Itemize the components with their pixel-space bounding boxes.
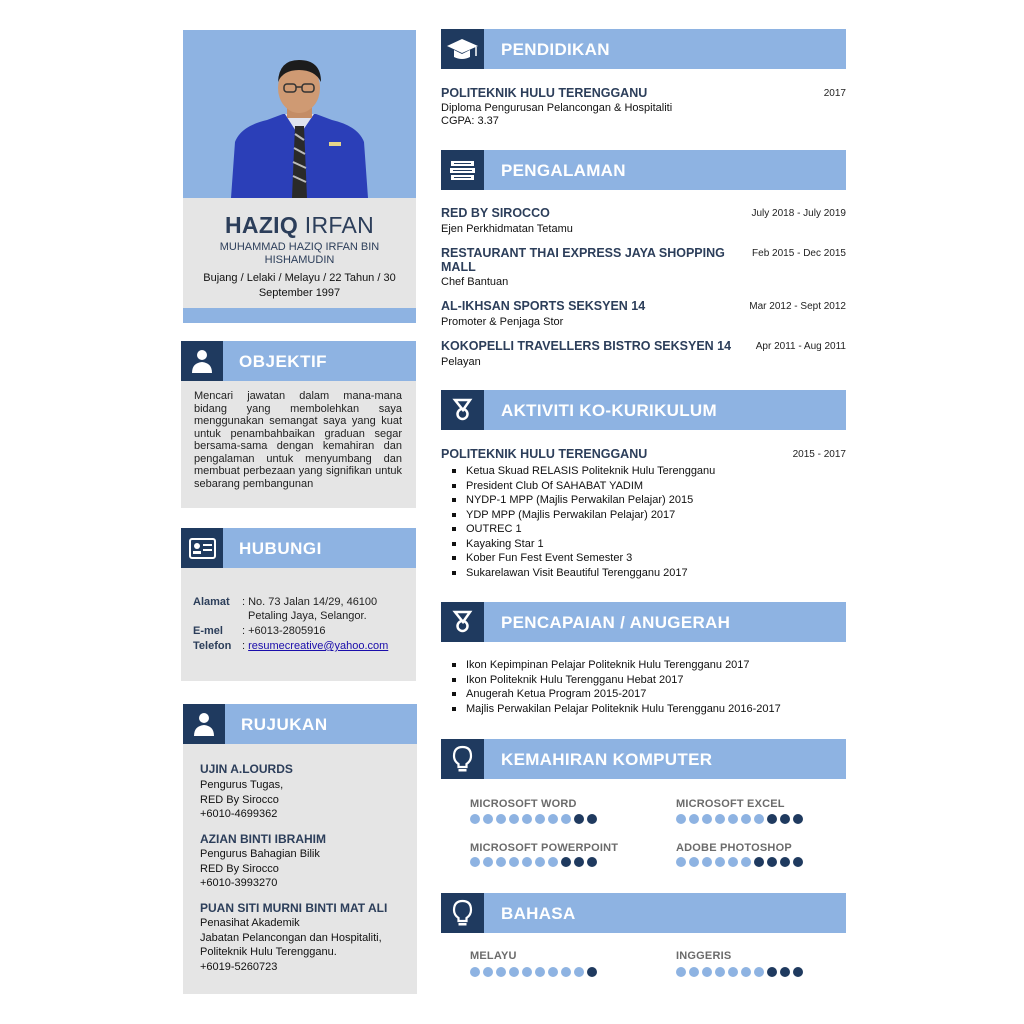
pendidikan-org: POLITEKNIK HULU TERENGGANU — [441, 86, 648, 100]
telefon-label: Telefon — [193, 640, 232, 652]
rating-dot-empty — [574, 857, 584, 867]
skill-rating — [676, 857, 803, 867]
rujukan-title: RUJUKAN — [241, 715, 328, 734]
rating-dot-empty — [780, 857, 790, 867]
kokurikulum-list — [452, 464, 715, 580]
ref-line: Pengurus Tugas, — [200, 779, 284, 791]
rating-dot-filled — [754, 814, 764, 824]
pencapaian-list — [452, 658, 781, 716]
name-card — [183, 198, 416, 308]
rating-dot-filled — [676, 857, 686, 867]
emel-label: E-mel — [193, 625, 223, 637]
rating-dot-filled — [561, 967, 571, 977]
last-name: IRFAN — [304, 212, 374, 238]
rating-dot-filled — [689, 814, 699, 824]
ref-name-2: AZIAN BINTI IBRAHIM — [200, 832, 326, 846]
language-name: MELAYU — [470, 950, 517, 962]
profile-photo — [183, 30, 416, 198]
lightbulb-icon — [441, 739, 484, 779]
rating-dot-filled — [741, 967, 751, 977]
list-item: Kayaking Star 1 — [452, 537, 715, 552]
rating-dot-empty — [587, 814, 597, 824]
rating-dot-empty — [767, 814, 777, 824]
pendidikan-header — [441, 29, 846, 69]
trophy-icon — [441, 602, 484, 642]
rating-dot-filled — [548, 814, 558, 824]
rating-dot-empty — [561, 857, 571, 867]
list-item: Sukarelawan Visit Beautiful Terengganu 2017 — [452, 566, 715, 581]
pengalaman-title: PENGALAMAN — [501, 161, 626, 180]
rating-dot-filled — [483, 967, 493, 977]
list-item: OUTREC 1 — [452, 522, 715, 537]
rating-dot-filled — [728, 967, 738, 977]
rating-dot-filled — [548, 967, 558, 977]
rating-dot-filled — [509, 967, 519, 977]
pengalaman-header — [441, 150, 846, 190]
rating-dot-empty — [793, 814, 803, 824]
rating-dot-empty — [793, 967, 803, 977]
language-rating — [676, 967, 803, 977]
contact-card-icon — [181, 528, 223, 568]
rating-dot-filled — [470, 967, 480, 977]
hubungi-title: HUBUNGI — [239, 539, 322, 558]
kemahiran-title: KEMAHIRAN KOMPUTER — [501, 750, 713, 769]
rating-dot-filled — [561, 814, 571, 824]
rating-dot-filled — [715, 814, 725, 824]
job-role: Pelayan — [441, 356, 481, 368]
rating-dot-empty — [767, 967, 777, 977]
rating-dot-empty — [793, 857, 803, 867]
person-icon — [181, 341, 223, 381]
rating-dot-filled — [496, 814, 506, 824]
rating-dot-empty — [780, 967, 790, 977]
pencapaian-title: PENCAPAIAN / ANUGERAH — [501, 613, 731, 632]
alamat-value: : No. 73 Jalan 14/29, 46100 — [242, 596, 378, 608]
rating-dot-filled — [509, 857, 519, 867]
objektif-title: OBJEKTIF — [239, 352, 328, 371]
ref-line: Politeknik Hulu Terengganu. — [200, 946, 337, 958]
rating-dot-filled — [548, 857, 558, 867]
rating-dot-filled — [715, 857, 725, 867]
rating-dot-filled — [689, 857, 699, 867]
rating-dot-filled — [676, 967, 686, 977]
rating-dot-filled — [522, 814, 532, 824]
graduation-cap-icon — [441, 29, 484, 69]
person-name — [183, 212, 416, 239]
kokurikulum-header — [441, 390, 846, 430]
bahasa-header — [441, 893, 846, 933]
skill-name: MICROSOFT POWERPOINT — [470, 842, 619, 854]
ref-line: Jabatan Pelancongan dan Hospitaliti, — [200, 932, 382, 944]
list-item: Ikon Kepimpinan Pelajar Politeknik Hulu Terengganu 2017 — [452, 658, 781, 673]
rating-dot-filled — [509, 814, 519, 824]
list-item: NYDP-1 MPP (Majlis Perwakilan Pelajar) 2015 — [452, 493, 715, 508]
emel-value: : +6013-2805916 — [242, 625, 326, 637]
list-item: Anugerah Ketua Program 2015-2017 — [452, 687, 781, 702]
language-name: INGGERIS — [676, 950, 732, 962]
job-role: Ejen Perkhidmatan Tetamu — [441, 223, 573, 235]
list-item: YDP MPP (Majlis Perwakilan Pelajar) 2017 — [452, 508, 715, 523]
rating-dot-empty — [574, 814, 584, 824]
list-item: Ikon Politeknik Hulu Terengganu Hebat 2017 — [452, 673, 781, 688]
language-rating — [470, 967, 597, 977]
ref-line: RED By Sirocco — [200, 863, 279, 875]
books-icon — [441, 150, 484, 190]
rating-dot-filled — [715, 967, 725, 977]
skill-rating — [676, 814, 803, 824]
rating-dot-filled — [470, 857, 480, 867]
list-item: President Club Of SAHABAT YADIM — [452, 479, 715, 494]
rating-dot-empty — [587, 967, 597, 977]
hubungi-header — [181, 528, 416, 568]
job-org: AL-IKHSAN SPORTS SEKSYEN 14 — [441, 299, 646, 313]
rating-dot-filled — [741, 857, 751, 867]
rating-dot-filled — [522, 967, 532, 977]
rating-dot-filled — [702, 857, 712, 867]
first-name: HAZIQ — [225, 212, 299, 238]
kokurikulum-org: POLITEKNIK HULU TERENGGANU — [441, 447, 648, 461]
skill-name: ADOBE PHOTOSHOP — [676, 842, 792, 854]
telefon-value — [242, 640, 388, 652]
objektif-text: Mencari jawatan dalam mana-mana bidang yang membolehkan saya menggunakan semangat saya yang kuat untuk penambahbaikan graduan segar bersama-sama dengan kemahiran dan pengalaman untuk menyumbang dan membuat perbezaan yang signifikan untuk sebarang pembangunan — [194, 390, 402, 490]
job-org-line2: MALL — [441, 260, 476, 274]
pendidikan-title: PENDIDIKAN — [501, 40, 610, 59]
job-org: KOKOPELLI TRAVELLERS BISTRO SEKSYEN 14 — [441, 339, 732, 353]
rating-dot-filled — [754, 967, 764, 977]
person-photo-icon — [183, 30, 416, 198]
ref-line: Penasihat Akademik — [200, 917, 300, 929]
pencapaian-header — [441, 602, 846, 642]
personal-info: Bujang / Lelaki / Melayu / 22 Tahun / 30 September 1997 — [203, 272, 396, 299]
kokurikulum-title: AKTIVITI KO-KURIKULUM — [501, 401, 717, 420]
job-org: RESTAURANT THAI EXPRESS JAYA SHOPPING — [441, 246, 725, 260]
rating-dot-empty — [587, 857, 597, 867]
job-date: Mar 2012 - Sept 2012 — [749, 301, 846, 312]
rating-dot-filled — [728, 814, 738, 824]
rating-dot-filled — [496, 967, 506, 977]
ref-line: +6010-3993270 — [200, 877, 278, 889]
skill-rating — [470, 814, 597, 824]
lightbulb-icon — [441, 893, 484, 933]
bahasa-title: BAHASA — [501, 904, 576, 923]
job-org: RED BY SIROCCO — [441, 206, 550, 220]
rating-dot-filled — [741, 814, 751, 824]
rating-dot-filled — [483, 857, 493, 867]
rating-dot-filled — [535, 857, 545, 867]
rating-dot-filled — [535, 814, 545, 824]
rating-dot-filled — [728, 857, 738, 867]
alamat-value-line2: Petaling Jaya, Selangor. — [248, 610, 367, 622]
skill-name: MICROSOFT EXCEL — [676, 798, 785, 810]
rating-dot-filled — [689, 967, 699, 977]
job-date: Apr 2011 - Aug 2011 — [755, 341, 846, 352]
list-item: Ketua Skuad RELASIS Politeknik Hulu Terengganu — [452, 464, 715, 479]
rujukan-header — [183, 704, 417, 744]
list-item: Kober Fun Fest Event Semester 3 — [452, 551, 715, 566]
pendidikan-line: CGPA: 3.37 — [441, 115, 499, 127]
alamat-label: Alamat — [193, 596, 230, 608]
objektif-header — [181, 341, 416, 381]
rating-dot-empty — [780, 814, 790, 824]
ref-name-1: UJIN A.LOURDS — [200, 762, 293, 776]
person-icon — [183, 704, 225, 744]
telefon-prefix: : — [242, 640, 249, 652]
kokurikulum-date: 2015 - 2017 — [792, 449, 846, 460]
pendidikan-line: Diploma Pengurusan Pelancongan & Hospitaliti — [441, 102, 673, 114]
rating-dot-filled — [496, 857, 506, 867]
job-role: Promoter & Penjaga Stor — [441, 316, 564, 328]
rating-dot-filled — [702, 967, 712, 977]
list-item: Majlis Perwakilan Pelajar Politeknik Hulu Terengganu 2016-2017 — [452, 702, 781, 717]
job-date: July 2018 - July 2019 — [751, 208, 846, 219]
rating-dot-filled — [522, 857, 532, 867]
skill-name: MICROSOFT WORD — [470, 798, 577, 810]
ref-line: RED By Sirocco — [200, 794, 279, 806]
job-date: Feb 2015 - Dec 2015 — [752, 248, 846, 259]
ref-line: Pengurus Bahagian Bilik — [200, 848, 320, 860]
job-role: Chef Bantuan — [441, 276, 509, 288]
skill-rating — [470, 857, 597, 867]
ref-line: +6019-5260723 — [200, 961, 278, 973]
rating-dot-empty — [767, 857, 777, 867]
rating-dot-filled — [535, 967, 545, 977]
full-name: MUHAMMAD HAZIQ IRFAN BIN HISHAMUDIN — [219, 241, 380, 266]
rating-dot-filled — [676, 814, 686, 824]
pendidikan-date: 2017 — [823, 88, 846, 99]
rating-dot-filled — [483, 814, 493, 824]
rating-dot-filled — [574, 967, 584, 977]
ref-line: +6010-4699362 — [200, 808, 278, 820]
rating-dot-filled — [702, 814, 712, 824]
trophy-icon — [441, 390, 484, 430]
rating-dot-filled — [470, 814, 480, 824]
rating-dot-empty — [754, 857, 764, 867]
email-link[interactable]: resumecreative@yahoo.com — [248, 640, 389, 652]
ref-name-3: PUAN SITI MURNI BINTI MAT ALI — [200, 901, 388, 915]
name-card-strip — [183, 308, 416, 323]
kemahiran-header — [441, 739, 846, 779]
